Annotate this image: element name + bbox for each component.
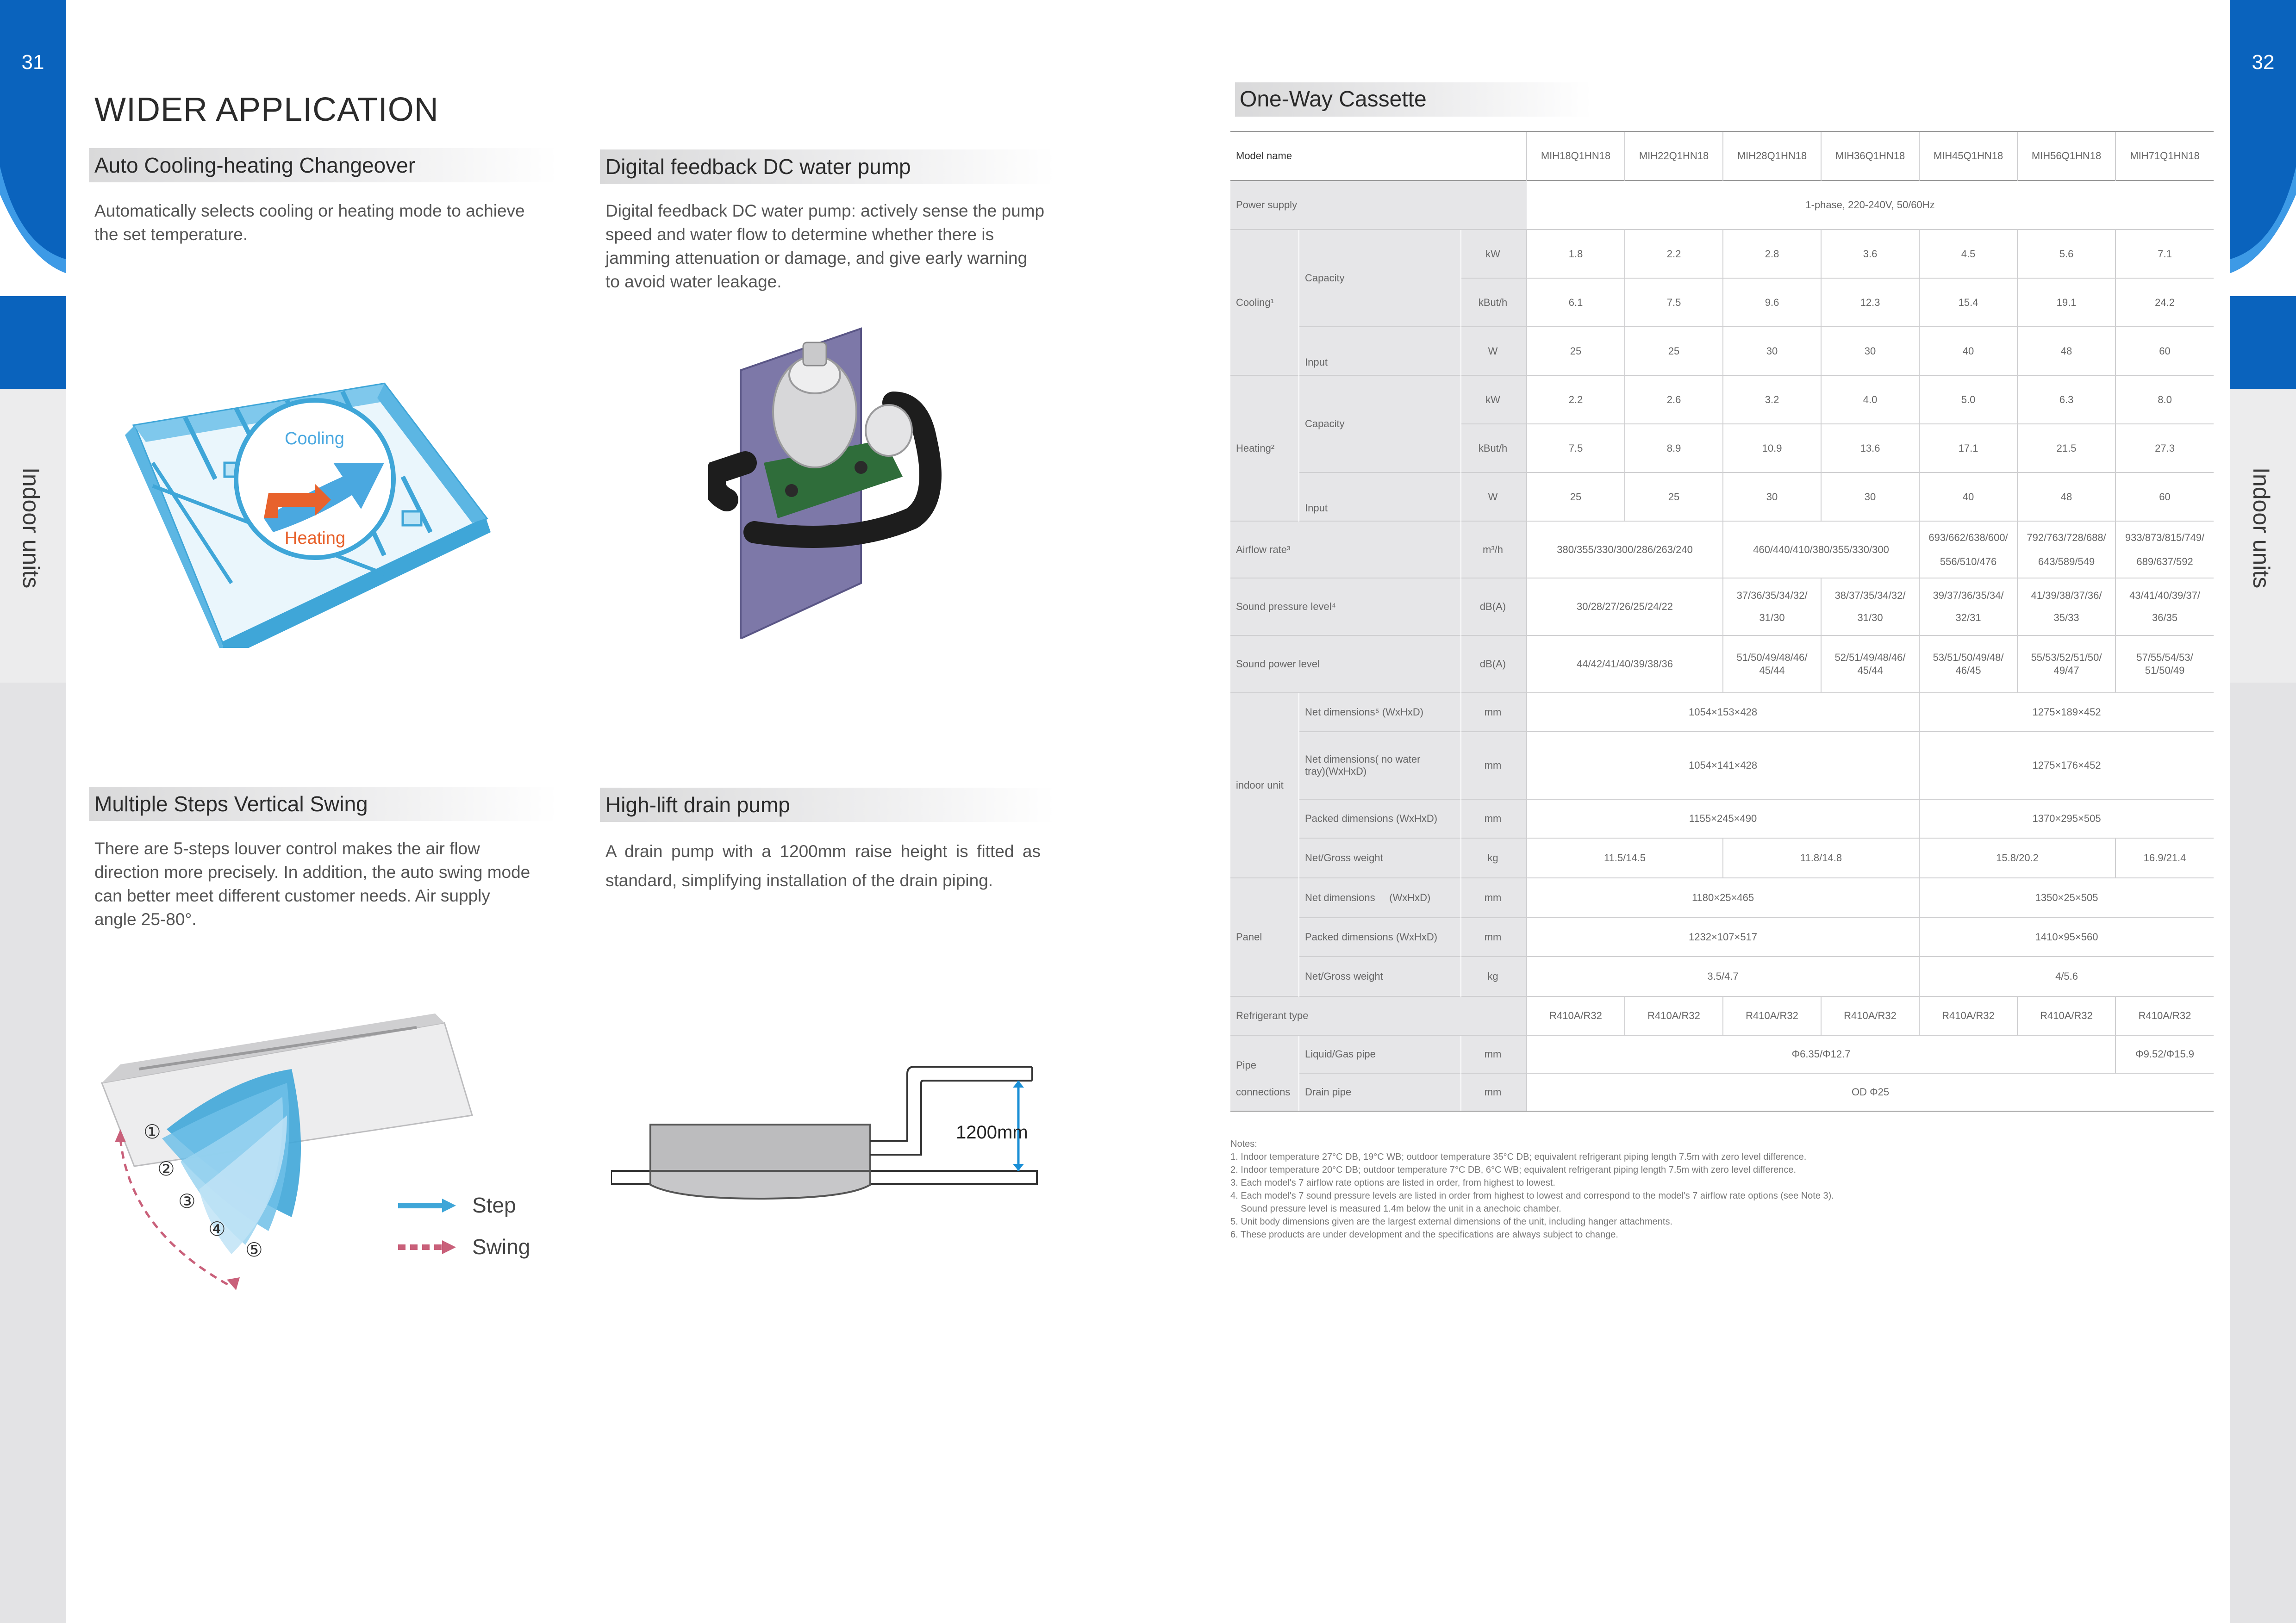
swing-step-2: ② — [157, 1157, 175, 1180]
cell: 15.8/20.2 — [1919, 838, 2115, 878]
section-heading-drain-pump: High-lift drain pump — [600, 788, 1054, 822]
vertical-swing-illustration — [93, 1014, 555, 1300]
model-col: MIH22Q1HN18 — [1625, 131, 1723, 180]
cell: Φ9.52/Φ15.9 — [2115, 1035, 2214, 1073]
table-row — [1230, 1073, 2214, 1111]
cell: 8.0 — [2115, 375, 2214, 424]
cell: 933/873/815/749/ 689/637/592 — [2115, 521, 2214, 578]
cell: 460/440/410/380/355/330/300 — [1723, 521, 1919, 578]
model-col: MIH18Q1HN18 — [1527, 131, 1625, 180]
row-sublabel: Net/Gross weight — [1299, 957, 1461, 996]
swing-step-4: ④ — [208, 1218, 226, 1240]
body-line: can better meet different customer needs. Air supply — [94, 886, 490, 905]
cell: 25 — [1527, 327, 1625, 375]
note-line: 3. Each model's 7 airflow rate options are listed in order, from highest to lowest. — [1230, 1178, 1555, 1188]
row-label: Power supply — [1230, 180, 1527, 230]
cell: 6.3 — [2017, 375, 2115, 424]
cell: 27.3 — [2115, 424, 2214, 473]
row-label: Refrigerant type — [1230, 996, 1527, 1035]
section-heading-vertical-swing: Multiple Steps Vertical Swing — [89, 787, 557, 821]
heating-label: Heating — [285, 529, 345, 548]
unit-cell: kg — [1461, 957, 1527, 996]
cell: 16.9/21.4 — [2115, 838, 2214, 878]
cell: 40 — [1919, 473, 2017, 521]
row-sublabel: Input — [1299, 473, 1461, 521]
cell: 51/50/49/48/46/ 45/44 — [1723, 635, 1821, 693]
right-sidebar — [2230, 0, 2296, 1623]
unit-cell: kW — [1461, 375, 1527, 424]
unit-cell: kW — [1461, 230, 1527, 278]
cell: 2.6 — [1625, 375, 1723, 424]
cell: 6.1 — [1527, 278, 1625, 327]
section-body-vertical-swing — [94, 837, 557, 931]
cell: 30 — [1821, 473, 1919, 521]
body-line: to avoid water leakage. — [605, 272, 782, 291]
body-line: jamming attenuation or damage, and give early warning — [605, 249, 1028, 267]
cell: 41/39/38/37/36/ 35/33 — [2017, 578, 2115, 635]
cell: 12.3 — [1821, 278, 1919, 327]
cell: 57/55/54/53/ 51/50/49 — [2115, 635, 2214, 693]
row-label: Sound pressure level⁴ — [1230, 578, 1461, 635]
note-line: Sound pressure level is measured 1.4m below the unit in a anechoic chamber. — [1230, 1204, 1561, 1214]
cell: 4/5.6 — [1919, 957, 2214, 996]
section-body-auto-changeover — [94, 199, 557, 246]
cell: 1.8 — [1527, 230, 1625, 278]
table-row — [1230, 230, 2214, 278]
unit-cell: mm — [1461, 1035, 1527, 1073]
row-sublabel: Input — [1299, 327, 1461, 375]
step-legend-label: Step — [472, 1193, 516, 1217]
table-title: One-Way Cassette — [1235, 82, 1591, 117]
cell: 1232×107×517 — [1527, 918, 1919, 957]
model-col: MIH56Q1HN18 — [2017, 131, 2115, 180]
sidebar-swoosh-graphic — [2230, 139, 2296, 296]
cell: 48 — [2017, 327, 2115, 375]
cell: 19.1 — [2017, 278, 2115, 327]
cell: 3.6 — [1821, 230, 1919, 278]
cell: 1-phase, 220-240V, 50/60Hz — [1527, 180, 2214, 230]
model-col: MIH45Q1HN18 — [1919, 131, 2017, 180]
model-col: MIH36Q1HN18 — [1821, 131, 1919, 180]
cell: 30 — [1723, 473, 1821, 521]
cell: 25 — [1527, 473, 1625, 521]
body-line: Digital feedback DC water pump: actively sense the pump — [605, 201, 1045, 220]
side-label — [2230, 467, 2296, 606]
row-label: connections — [1230, 1073, 1299, 1111]
unit-cell: mm — [1461, 1073, 1527, 1111]
table-row — [1230, 578, 2214, 635]
row-label: Cooling¹ — [1230, 230, 1299, 375]
cell: 52/51/49/48/46/ 45/44 — [1821, 635, 1919, 693]
table-row — [1230, 1035, 2214, 1073]
unit-cell: W — [1461, 327, 1527, 375]
cell: 39/37/36/35/34/ 32/31 — [1919, 578, 2017, 635]
unit-cell: kBut/h — [1461, 278, 1527, 327]
swing-step-1: ① — [144, 1120, 161, 1143]
section-body-water-pump — [605, 199, 1068, 293]
drain-pump-illustration — [611, 1060, 1051, 1213]
row-sublabel: Net dimensions( no water tray)(WxHxD) — [1299, 732, 1461, 799]
table-row — [1230, 957, 2214, 996]
spec-table — [1230, 131, 2214, 1112]
note-line: 2. Indoor temperature 20°C DB; outdoor temperature 7°C DB, 6°C WB; equivalent refrigerant piping length 7.5m with zero level difference. — [1230, 1165, 1797, 1175]
cooling-label: Cooling — [285, 429, 344, 448]
cell: 1180×25×465 — [1527, 878, 1919, 918]
cell: 1054×153×428 — [1527, 693, 1919, 732]
page-title: WIDER APPLICATION — [94, 91, 439, 128]
cell: 7.5 — [1527, 424, 1625, 473]
swing-step-3: ③ — [178, 1190, 196, 1213]
cell: 60 — [2115, 327, 2214, 375]
table-row — [1230, 635, 2214, 693]
cell: 48 — [2017, 473, 2115, 521]
pump-sensor-graphic — [866, 405, 912, 456]
cell: 1275×176×452 — [1919, 732, 2214, 799]
cell: OD Φ25 — [1527, 1073, 2214, 1111]
cell: 2.8 — [1723, 230, 1821, 278]
cell: 21.5 — [2017, 424, 2115, 473]
unit-cell: mm — [1461, 878, 1527, 918]
cell: 24.2 — [2115, 278, 2214, 327]
table-row — [1230, 180, 2214, 230]
cell: Φ6.35/Φ12.7 — [1527, 1035, 2115, 1073]
body-line: standard, simplifying installation of the drain piping. — [605, 871, 993, 890]
cell: 53/51/50/49/48/ 46/45 — [1919, 635, 2017, 693]
cell: 25 — [1625, 473, 1723, 521]
cell: 40 — [1919, 327, 2017, 375]
cell: 25 — [1625, 327, 1723, 375]
cell: R410A/R32 — [1527, 996, 1625, 1035]
section-body-drain-pump — [605, 837, 1041, 895]
table-row — [1230, 838, 2214, 878]
cell: R410A/R32 — [2115, 996, 2214, 1035]
table-row — [1230, 375, 2214, 424]
row-sublabel: Liquid/Gas pipe — [1299, 1035, 1461, 1073]
body-line: direction more precisely. In addition, the auto swing mode — [94, 863, 530, 882]
side-label — [0, 467, 66, 606]
cell: 30 — [1723, 327, 1821, 375]
section-heading-auto-changeover: Auto Cooling-heating Changeover — [89, 148, 557, 182]
cell: 5.6 — [2017, 230, 2115, 278]
unit-cell: kg — [1461, 838, 1527, 878]
body-line: speed and water flow to determine whether there is — [605, 225, 994, 244]
cell: 4.0 — [1821, 375, 1919, 424]
body-line: A drain pump with a 1200mm raise height is fitted as — [605, 842, 1041, 861]
row-sublabel: Capacity — [1299, 375, 1461, 473]
cell: 3.2 — [1723, 375, 1821, 424]
cell: 43/41/40/39/37/ 36/35 — [2115, 578, 2214, 635]
cell: 1370×295×505 — [1919, 799, 2214, 838]
row-sublabel: Packed dimensions (WxHxD) — [1299, 918, 1461, 957]
cell: R410A/R32 — [2017, 996, 2115, 1035]
row-sublabel: Net dimensions⁵ (WxHxD) — [1299, 693, 1461, 732]
cell: 44/42/41/40/39/38/36 — [1527, 635, 1723, 693]
row-label: Airflow rate³ — [1230, 521, 1461, 578]
cell: 2.2 — [1625, 230, 1723, 278]
table-row — [1230, 799, 2214, 838]
cell: 17.1 — [1919, 424, 2017, 473]
cooling-heating-illustration — [125, 379, 495, 648]
drain-height-label: 1200mm — [956, 1122, 1028, 1143]
cell: R410A/R32 — [1821, 996, 1919, 1035]
body-line: There are 5-steps louver control makes the air flow — [94, 839, 480, 858]
model-name-label: Model name — [1230, 131, 1527, 180]
cell: 13.6 — [1821, 424, 1919, 473]
unit-cell: mm — [1461, 918, 1527, 957]
page-number: 32 — [2252, 51, 2275, 74]
section-heading-water-pump: Digital feedback DC water pump — [600, 149, 1054, 184]
unit-cell: mm — [1461, 732, 1527, 799]
row-label: Heating² — [1230, 375, 1299, 521]
model-col: MIH71Q1HN18 — [2115, 131, 2214, 180]
cell: R410A/R32 — [1919, 996, 2017, 1035]
cell: 15.4 — [1919, 278, 2017, 327]
cell: 380/355/330/300/286/263/240 — [1527, 521, 1723, 578]
row-label: indoor unit — [1230, 693, 1299, 878]
table-row — [1230, 918, 2214, 957]
unit-cell: m³/h — [1461, 521, 1527, 578]
cell: 3.5/4.7 — [1527, 957, 1919, 996]
cell: 4.5 — [1919, 230, 2017, 278]
sidebar-swoosh-graphic — [0, 139, 66, 296]
cell: 693/662/638/600/ 556/510/476 — [1919, 521, 2017, 578]
note-line: 4. Each model's 7 sound pressure levels are listed in order from highest to lowest and correspond to the model's 7 airflow rate options (see Note 3). — [1230, 1191, 1834, 1201]
sidebar-lower-band — [0, 683, 66, 1623]
row-sublabel: Capacity — [1299, 230, 1461, 327]
cell: 1410×95×560 — [1919, 918, 2214, 957]
unit-cell: dB(A) — [1461, 578, 1527, 635]
table-row — [1230, 732, 2214, 799]
table-row — [1230, 473, 2214, 521]
cell: 2.2 — [1527, 375, 1625, 424]
row-label: Panel — [1230, 878, 1299, 996]
body-line: angle 25-80°. — [94, 910, 197, 929]
side-label-text: Indoor units — [2248, 467, 2274, 589]
side-label-text: Indoor units — [18, 467, 44, 589]
cell: 1054×141×428 — [1527, 732, 1919, 799]
cell: R410A/R32 — [1625, 996, 1723, 1035]
cell: 60 — [2115, 473, 2214, 521]
body-line: Automatically selects cooling or heating mode to achieve — [94, 201, 525, 220]
table-row — [1230, 521, 2214, 578]
cell: 30 — [1821, 327, 1919, 375]
cell: 10.9 — [1723, 424, 1821, 473]
cell: R410A/R32 — [1723, 996, 1821, 1035]
swing-step-5: ⑤ — [245, 1238, 263, 1261]
table-header-row — [1230, 131, 2214, 180]
left-sidebar — [0, 0, 66, 1623]
cell: 1350×25×505 — [1919, 878, 2214, 918]
cell: 9.6 — [1723, 278, 1821, 327]
page-number: 31 — [21, 51, 44, 74]
note-line: Notes: — [1230, 1139, 1257, 1149]
row-label: Sound power level — [1230, 635, 1461, 693]
cell: 7.5 — [1625, 278, 1723, 327]
note-line: 5. Unit body dimensions given are the largest external dimensions of the unit, including hanger attachments. — [1230, 1217, 1672, 1227]
cell: 8.9 — [1625, 424, 1723, 473]
cell: 11.8/14.8 — [1723, 838, 1919, 878]
cell: 37/36/35/34/32/ 31/30 — [1723, 578, 1821, 635]
row-label: Pipe — [1230, 1035, 1299, 1073]
row-sublabel: Net/Gross weight — [1299, 838, 1461, 878]
cell: 55/53/52/51/50/ 49/47 — [2017, 635, 2115, 693]
row-sublabel: Net dimensions (WxHxD) — [1299, 878, 1461, 918]
cell: 7.1 — [2115, 230, 2214, 278]
cell: 11.5/14.5 — [1527, 838, 1723, 878]
water-pump-illustration — [708, 324, 949, 639]
cell: 792/763/728/688/ 643/589/549 — [2017, 521, 2115, 578]
sidebar-lower-band — [2230, 683, 2296, 1623]
table-row — [1230, 693, 2214, 732]
model-col: MIH28Q1HN18 — [1723, 131, 1821, 180]
unit-cell: mm — [1461, 799, 1527, 838]
notes — [1230, 1138, 1834, 1241]
cell: 5.0 — [1919, 375, 2017, 424]
row-sublabel: Drain pipe — [1299, 1073, 1461, 1111]
body-line: the set temperature. — [94, 225, 248, 244]
cell: 1275×189×452 — [1919, 693, 2214, 732]
unit-cell: kBut/h — [1461, 424, 1527, 473]
unit-cell: dB(A) — [1461, 635, 1527, 693]
table-row — [1230, 996, 2214, 1035]
note-line: 1. Indoor temperature 27°C DB, 19°C WB; outdoor temperature 35°C DB; equivalent refrigerant piping length 7.5m with zero level difference. — [1230, 1152, 1807, 1162]
unit-cell: mm — [1461, 693, 1527, 732]
cell: 38/37/35/34/32/ 31/30 — [1821, 578, 1919, 635]
table-row — [1230, 327, 2214, 375]
table-row — [1230, 878, 2214, 918]
note-line: 6. These products are under development and the specifications are always subject to change. — [1230, 1230, 1618, 1240]
swing-legend-label: Swing — [472, 1235, 530, 1259]
row-sublabel: Packed dimensions (WxHxD) — [1299, 799, 1461, 838]
cell: 30/28/27/26/25/24/22 — [1527, 578, 1723, 635]
unit-cell: W — [1461, 473, 1527, 521]
cell: 1155×245×490 — [1527, 799, 1919, 838]
